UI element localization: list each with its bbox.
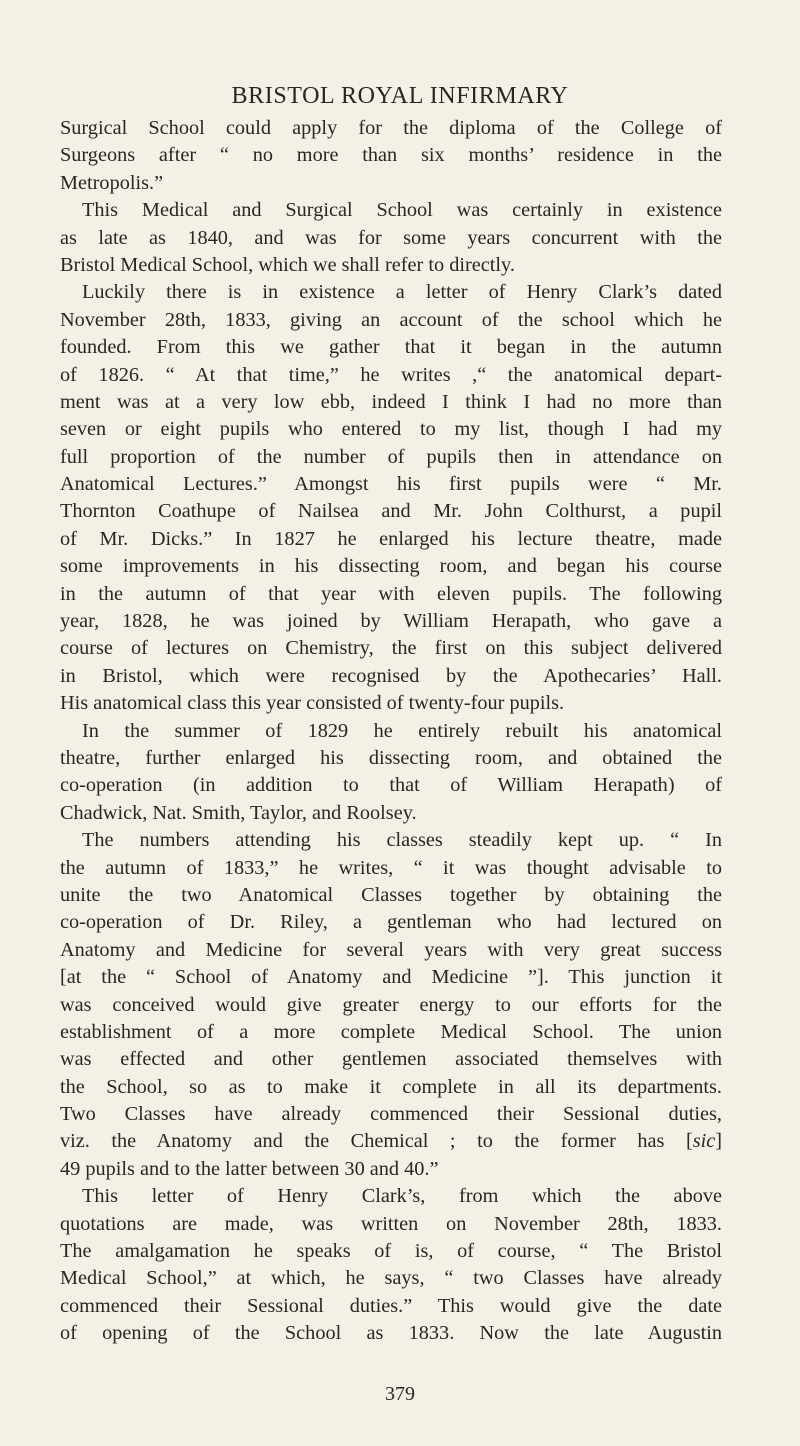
text-line: co-operation of Dr. Riley, a gentleman who had lectured on — [60, 911, 722, 934]
text-line: quotations are made, was written on November 28th, 1833. — [60, 1212, 722, 1235]
page-number: 379 — [385, 1383, 415, 1405]
text-line: the autumn of 1833,” he writes, “ it was thought advisable to — [60, 856, 722, 879]
text-line: establishment of a more complete Medical School. The union — [60, 1020, 722, 1043]
text-line: Luckily there is in existence a letter of Henry Clark’s dated — [82, 281, 722, 304]
text-line: Bristol Medical School, which we shall refer to directly. — [60, 253, 515, 276]
text-line: Medical School,” at which, he says, “ two Classes have already — [60, 1267, 722, 1290]
running-head: BRISTOL ROYAL INFIRMARY — [231, 83, 569, 109]
text-line: in Bristol, which were recognised by the Apothecaries’ Hall. — [60, 664, 722, 687]
text-line: as late as 1840, and was for some years concurrent with the — [60, 226, 722, 249]
text-line: Anatomical Lectures.” Amongst his first pupils were “ Mr. — [60, 473, 722, 496]
text-line: viz. the Anatomy and the Chemical ; to the former has [sic] — [60, 1130, 722, 1153]
text-line: full proportion of the number of pupils then in attendance on — [60, 445, 722, 468]
text-line: was effected and other gentlemen associated themselves with — [60, 1048, 722, 1071]
text-line: some improvements in his dissecting room, and began his course — [60, 555, 722, 578]
text-line: unite the two Anatomical Classes together by obtaining the — [60, 883, 722, 906]
text-line: The amalgamation he speaks of is, of course, “ The Bristol — [60, 1240, 722, 1263]
text-line: Surgeons after “ no more than six months’ residence in the — [60, 144, 722, 167]
text-line: November 28th, 1833, giving an account of the school which he — [60, 308, 722, 331]
text-line: of 1826. “ At that time,” he writes ,“ the anatomical depart- — [60, 363, 722, 386]
text-line: Thornton Coathupe of Nailsea and Mr. John Colthurst, a pupil — [60, 500, 722, 523]
text-line: theatre, further enlarged his dissecting room, and obtained the — [60, 746, 722, 769]
text-line: This letter of Henry Clark’s, from which the above — [82, 1185, 722, 1208]
text-line: year, 1828, he was joined by William Herapath, who gave a — [60, 610, 722, 633]
text-line: the School, so as to make it complete in all its departments. — [60, 1075, 722, 1098]
text-line: In the summer of 1829 he entirely rebuilt his anatomical — [82, 719, 722, 742]
text-line: The numbers attending his classes steadily kept up. “ In — [82, 829, 722, 852]
text-line: 49 pupils and to the latter between 30 and 40.” — [60, 1157, 439, 1180]
text-line: of opening of the School as 1833. Now the late Augustin — [60, 1322, 722, 1345]
body-text — [60, 115, 722, 1348]
text-line: seven or eight pupils who entered to my list, though I had my — [60, 418, 722, 441]
text-line: co-operation (in addition to that of William Herapath) of — [60, 774, 722, 797]
text-line: was conceived would give greater energy to our efforts for the — [60, 993, 722, 1016]
text-line: in the autumn of that year with eleven pupils. The following — [60, 582, 722, 605]
text-line: of Mr. Dicks.” In 1827 he enlarged his lecture theatre, made — [60, 527, 722, 550]
text-line: Chadwick, Nat. Smith, Taylor, and Roolsey. — [60, 801, 417, 824]
text-line: commenced their Sessional duties.” This would give the date — [60, 1294, 722, 1317]
text-line: His anatomical class this year consisted of twenty-four pupils. — [60, 692, 565, 715]
text-line: Metropolis.” — [60, 171, 164, 194]
text-line: founded. From this we gather that it began in the autumn — [60, 336, 722, 359]
text-line: Two Classes have already commenced their Sessional duties, — [60, 1103, 722, 1126]
text-line: ment was at a very low ebb, indeed I think I had no more than — [60, 390, 722, 413]
text-line: Surgical School could apply for the diploma of the College of — [60, 117, 722, 139]
text-line: [at the “ School of Anatomy and Medicine ”]. This junction it — [60, 966, 722, 989]
text-line: Anatomy and Medicine for several years with very great success — [60, 938, 722, 961]
text-line: course of lectures on Chemistry, the first on this subject delivered — [60, 637, 722, 660]
text-line: This Medical and Surgical School was certainly in existence — [82, 199, 722, 222]
